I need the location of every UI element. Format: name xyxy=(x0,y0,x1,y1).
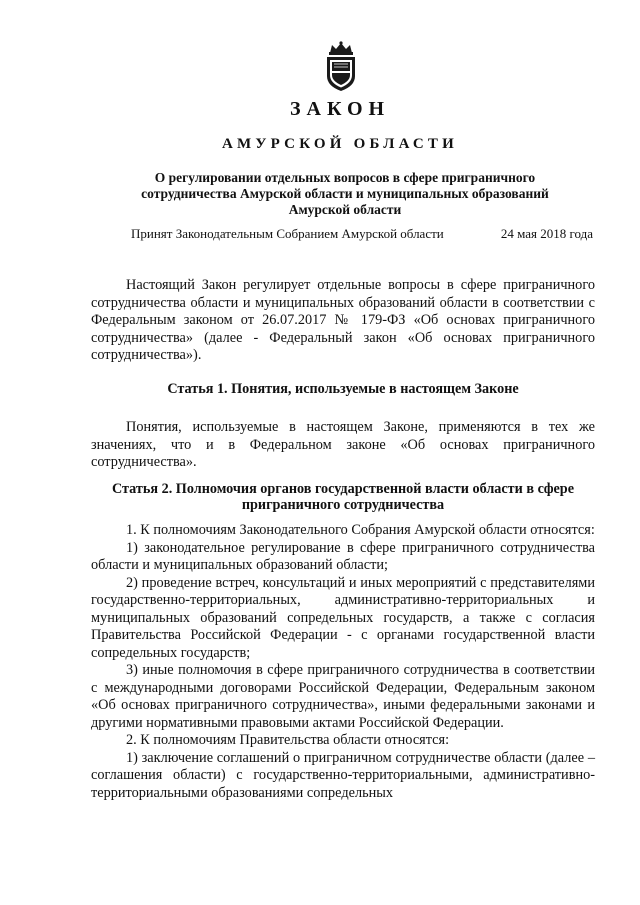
law-title: ЗАКОН xyxy=(289,98,391,120)
article-2-part-1-item-2: 2) проведение встреч, консультаций и иных мероприятий с представителями государственно-территориальных, административно-территориальных и муниципальных образований сопредельных государств, а также с согласия Правительства Российской Федерации - с органами государственной власти сопредельных государств; xyxy=(91,574,595,661)
law-subject: О регулировании отдельных вопросов в сфере приграничного сотрудничества Амурской области и муниципальных образований Амурской области xyxy=(141,170,549,217)
article-2-heading: Статья 2. Полномочия органов государственной власти области в сфере приграничного сотрудничества xyxy=(111,481,574,513)
article-2-part-1-item-3: 3) иные полномочия в сфере приграничного сотрудничества в соответствии с международными договорами Российской Федерации, Федеральным законом «Об основах приграничного сотрудничества», иными федеральными законами и другими нормативными правовыми актами Российской Федерации. xyxy=(91,662,595,731)
article-1-text: Понятия, используемые в настоящем Законе, применяются в тех же значениях, что и в Федеральном законе «Об основах приграничного сотрудничества». xyxy=(91,419,595,470)
adoption-info xyxy=(131,226,593,242)
article-1-heading: Статья 1. Понятия, используемые в настоящем Законе xyxy=(167,381,519,397)
coat-of-arms-icon xyxy=(321,40,361,92)
article-2-part-2: 2. К полномочиям Правительства области относятся: xyxy=(126,732,450,748)
article-2-part-2-item-1: 1) заключение соглашений о приграничном сотрудничестве области (далее – соглашения области) с государственно-территориальными, административно-территориальными образованиями сопредельных xyxy=(91,749,595,801)
adopted-by: Принят Законодательным Собранием Амурской области xyxy=(131,226,444,241)
adopted-date: 24 мая 2018 года xyxy=(500,226,593,241)
intro-paragraph: Настоящий Закон регулирует отдельные вопросы в сфере приграничного сотрудничества области и муниципальных образований области в соответствии с Федеральным законом от 26.07.2017 № 179-ФЗ «Об основах приграничного сотрудничества» (далее - Федеральный закон «Об основах приграничного сотрудничества»). xyxy=(91,277,595,363)
article-2-part-1: 1. К полномочиям Законодательного Собрания Амурской области относятся: xyxy=(126,522,595,538)
article-2-part-1-item-1: 1) законодательное регулирование в сфере приграничного сотрудничества области и муниципальных образований области; xyxy=(91,539,595,573)
region-title: АМУРСКОЙ ОБЛАСТИ xyxy=(222,136,458,152)
article-2-body xyxy=(91,522,595,802)
